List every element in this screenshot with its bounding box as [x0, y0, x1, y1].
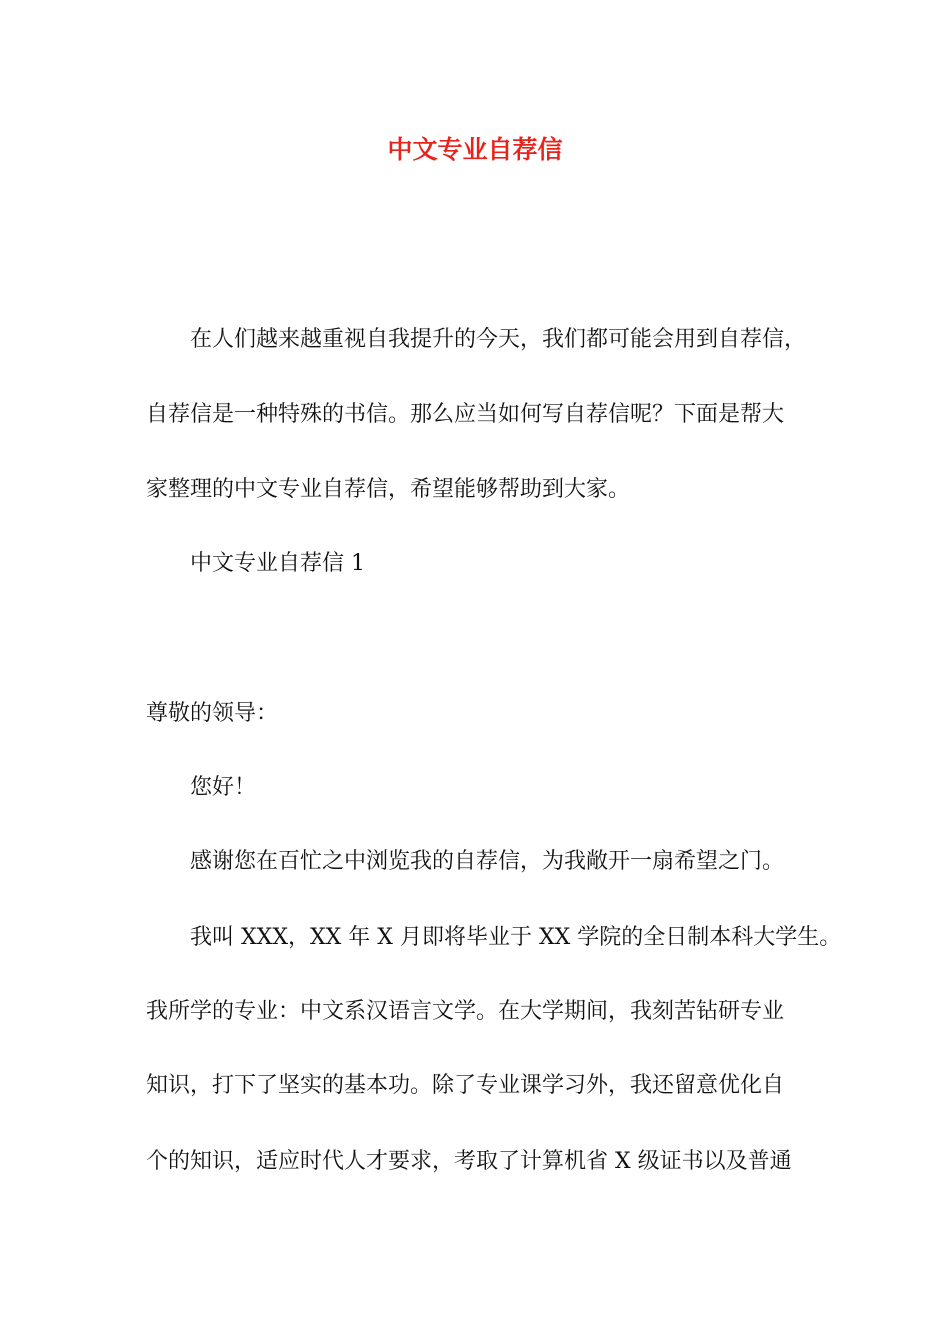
- body-line-2: 我叫 XXX，XX 年 X 月即将毕业于 XX 学院的全日制本科大学生。: [190, 925, 842, 950]
- salutation: 尊敬的领导：: [146, 701, 279, 726]
- intro-line-1: 在人们越来越重视自我提升的今天，我们都可能会用到自荐信，: [190, 327, 807, 352]
- document-title: 中文专业自荐信: [387, 135, 563, 164]
- body-line-5: 个的知识，适应时代人才要求，考取了计算机省 X 级证书以及普通: [146, 1149, 792, 1174]
- greeting: 您好！: [190, 775, 257, 800]
- body-line-1: 感谢您在百忙之中浏览我的自荐信，为我敞开一扇希望之门。: [190, 849, 785, 874]
- intro-line-3: 家整理的中文专业自荐信，希望能够帮助到大家。: [146, 477, 631, 502]
- body-line-4: 知识，打下了坚实的基本功。除了专业课学习外，我还留意优化自: [146, 1073, 785, 1098]
- letter-heading: 中文专业自荐信 1: [190, 551, 365, 576]
- body-line-3: 我所学的专业：中文系汉语言文学。在大学期间，我刻苦钻研专业: [146, 999, 785, 1024]
- intro-line-2: 自荐信是一种特殊的书信。那么应当如何写自荐信呢？下面是帮大: [146, 402, 785, 427]
